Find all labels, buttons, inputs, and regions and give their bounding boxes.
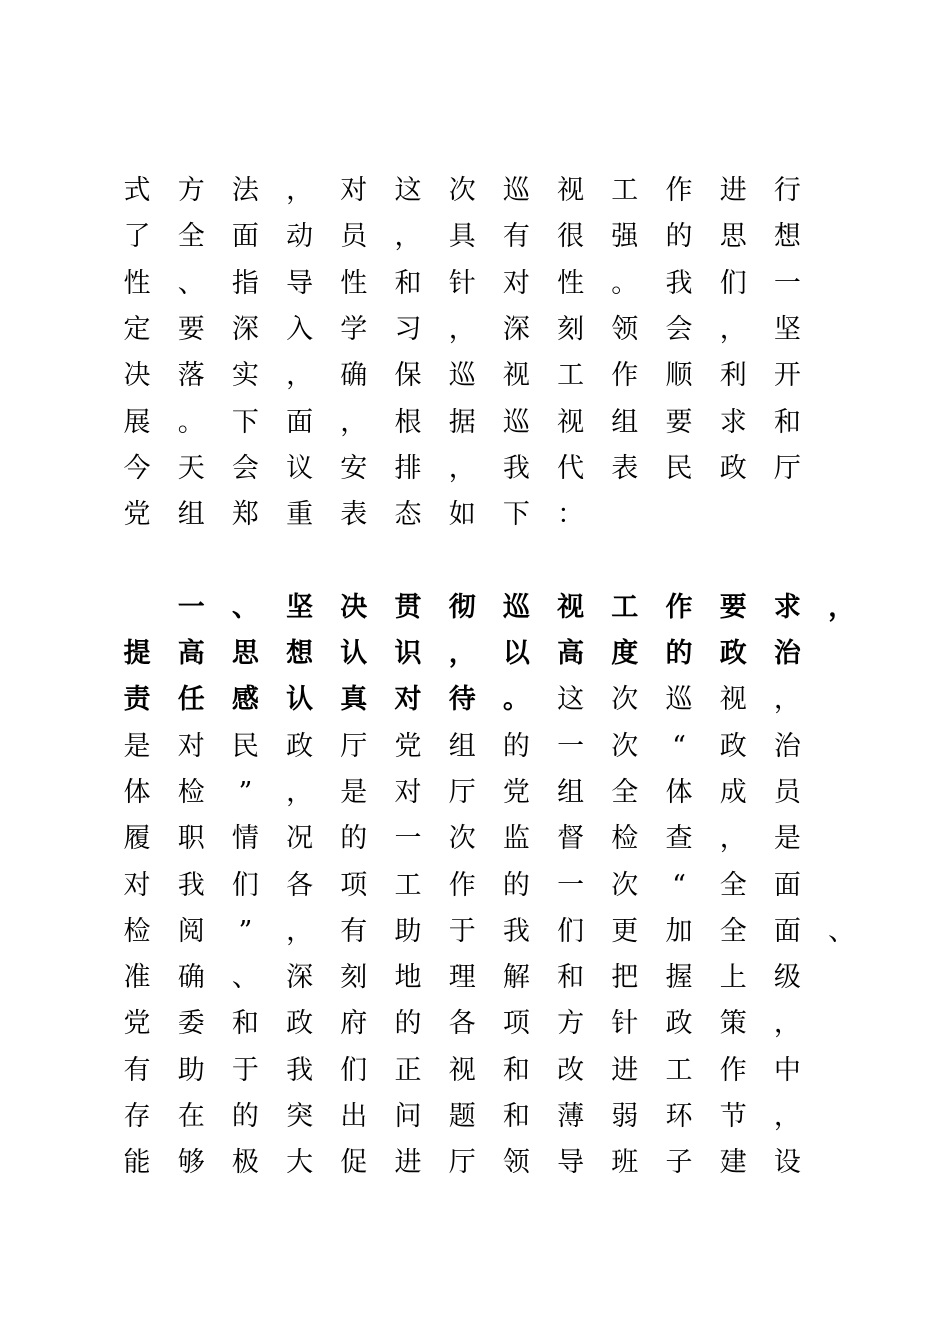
glyph: 识 bbox=[394, 638, 422, 669]
glyph: 我 bbox=[286, 1054, 314, 1086]
glyph: 厅 bbox=[448, 1147, 476, 1179]
glyph: 巡 bbox=[665, 684, 693, 716]
text-line bbox=[0, 1001, 950, 1047]
glyph: 各 bbox=[286, 869, 314, 901]
glyph: 对 bbox=[394, 776, 422, 808]
glyph: ， bbox=[340, 406, 368, 438]
glyph: 和 bbox=[231, 1008, 259, 1040]
glyph: 。 bbox=[502, 684, 530, 716]
glyph: 方 bbox=[177, 175, 205, 206]
glyph: 的 bbox=[502, 869, 530, 901]
glyph: 性 bbox=[557, 267, 585, 299]
glyph: 认 bbox=[286, 684, 314, 716]
glyph: 视 bbox=[448, 1054, 476, 1086]
glyph: 于 bbox=[448, 915, 476, 947]
glyph: 面 bbox=[773, 869, 801, 901]
glyph: 以 bbox=[502, 638, 530, 669]
glyph: 们 bbox=[231, 869, 259, 901]
glyph: 的 bbox=[502, 730, 530, 762]
glyph: 指 bbox=[231, 267, 259, 299]
text-line bbox=[0, 909, 950, 955]
glyph: 作 bbox=[665, 175, 693, 206]
glyph: 全 bbox=[177, 221, 205, 253]
glyph: 民 bbox=[665, 452, 693, 484]
text-line bbox=[0, 863, 950, 909]
glyph: 党 bbox=[394, 730, 422, 762]
glyph: 安 bbox=[340, 452, 368, 484]
glyph: 治 bbox=[773, 730, 801, 762]
glyph: 开 bbox=[773, 360, 801, 392]
glyph: 巡 bbox=[502, 591, 530, 623]
glyph: 要 bbox=[177, 313, 205, 345]
glyph: 进 bbox=[394, 1147, 422, 1179]
glyph: 和 bbox=[773, 406, 801, 438]
glyph: 思 bbox=[719, 221, 747, 253]
glyph: 今 bbox=[123, 452, 151, 484]
glyph: 民 bbox=[231, 730, 259, 762]
glyph: 出 bbox=[340, 1101, 368, 1132]
glyph: 这 bbox=[557, 684, 585, 716]
glyph: 准 bbox=[123, 962, 151, 994]
glyph: 项 bbox=[340, 869, 368, 901]
glyph: 次 bbox=[448, 175, 476, 206]
text-line bbox=[0, 631, 950, 677]
glyph: 厅 bbox=[448, 776, 476, 808]
glyph: 顺 bbox=[665, 360, 693, 392]
glyph: 薄 bbox=[557, 1101, 585, 1132]
glyph: 助 bbox=[394, 915, 422, 947]
glyph: 决 bbox=[340, 591, 368, 623]
glyph: 委 bbox=[177, 1008, 205, 1040]
glyph: 、 bbox=[231, 591, 259, 623]
glyph: 项 bbox=[502, 1008, 530, 1040]
glyph: 有 bbox=[502, 221, 530, 253]
glyph: 定 bbox=[123, 313, 151, 345]
glyph: ： bbox=[557, 499, 585, 531]
glyph: 我 bbox=[502, 915, 530, 947]
glyph: 对 bbox=[177, 730, 205, 762]
glyph: 作 bbox=[719, 1054, 747, 1086]
glyph: 理 bbox=[448, 962, 476, 994]
glyph: 一 bbox=[557, 730, 585, 762]
glyph: 认 bbox=[340, 638, 368, 669]
glyph: 政 bbox=[719, 638, 747, 669]
glyph: 党 bbox=[123, 499, 151, 531]
glyph: 视 bbox=[502, 360, 530, 392]
glyph: 级 bbox=[773, 962, 801, 994]
glyph: 次 bbox=[611, 869, 639, 901]
glyph: 求 bbox=[773, 591, 801, 623]
glyph: 是 bbox=[773, 823, 801, 855]
glyph: 具 bbox=[448, 221, 476, 253]
glyph: 高 bbox=[177, 638, 205, 669]
glyph: 们 bbox=[557, 915, 585, 947]
glyph: 巡 bbox=[502, 406, 530, 438]
glyph: 成 bbox=[719, 776, 747, 808]
glyph: 入 bbox=[286, 313, 314, 345]
glyph: 助 bbox=[177, 1054, 205, 1086]
glyph: 检 bbox=[611, 823, 639, 855]
glyph: 的 bbox=[231, 1101, 259, 1132]
glyph: ， bbox=[719, 823, 747, 855]
glyph: 排 bbox=[394, 452, 422, 484]
glyph: 针 bbox=[611, 1008, 639, 1040]
glyph: ， bbox=[286, 360, 314, 392]
glyph: 落 bbox=[177, 360, 205, 392]
glyph: 这 bbox=[394, 175, 422, 206]
text-line bbox=[0, 955, 950, 1001]
glyph: 下 bbox=[502, 499, 530, 531]
glyph: 重 bbox=[286, 499, 314, 531]
glyph: ， bbox=[773, 1008, 801, 1040]
glyph: 弱 bbox=[611, 1101, 639, 1132]
glyph: 更 bbox=[611, 915, 639, 947]
glyph: 一 bbox=[394, 823, 422, 855]
glyph: 对 bbox=[502, 267, 530, 299]
glyph: 想 bbox=[286, 638, 314, 669]
text-line bbox=[0, 307, 950, 353]
glyph: 员 bbox=[340, 221, 368, 253]
glyph: 全 bbox=[611, 776, 639, 808]
glyph: 巡 bbox=[502, 175, 530, 206]
glyph: 环 bbox=[665, 1101, 693, 1132]
glyph: 和 bbox=[557, 962, 585, 994]
glyph: 政 bbox=[665, 1008, 693, 1040]
glyph: ” bbox=[238, 915, 253, 947]
glyph: 检 bbox=[123, 915, 151, 947]
text-line bbox=[0, 724, 950, 770]
glyph: 我 bbox=[665, 267, 693, 299]
glyph: 加 bbox=[665, 915, 693, 947]
text-line bbox=[0, 492, 950, 538]
glyph: “ bbox=[672, 730, 686, 762]
glyph: 有 bbox=[340, 915, 368, 947]
glyph: “ bbox=[672, 869, 686, 901]
glyph: 天 bbox=[177, 452, 205, 484]
glyph: 和 bbox=[394, 267, 422, 299]
glyph: 中 bbox=[773, 1054, 801, 1086]
glyph: 根 bbox=[394, 406, 422, 438]
glyph: 式 bbox=[123, 175, 151, 206]
glyph: 决 bbox=[123, 360, 151, 392]
glyph: 子 bbox=[665, 1147, 693, 1179]
glyph: 深 bbox=[286, 962, 314, 994]
text-line bbox=[0, 1140, 950, 1186]
glyph: 次 bbox=[448, 823, 476, 855]
glyph: 情 bbox=[231, 823, 259, 855]
glyph: 和 bbox=[502, 1054, 530, 1086]
glyph: 了 bbox=[123, 221, 151, 253]
glyph: 坚 bbox=[773, 313, 801, 345]
glyph: 体 bbox=[123, 776, 151, 808]
glyph: 组 bbox=[448, 730, 476, 762]
glyph: 党 bbox=[123, 1008, 151, 1040]
glyph: 政 bbox=[286, 1008, 314, 1040]
glyph: 全 bbox=[719, 915, 747, 947]
glyph: 有 bbox=[123, 1054, 151, 1086]
glyph: 要 bbox=[665, 406, 693, 438]
glyph: 厅 bbox=[773, 452, 801, 484]
glyph: 节 bbox=[719, 1101, 747, 1132]
glyph: 巡 bbox=[448, 360, 476, 392]
glyph: 视 bbox=[557, 591, 585, 623]
glyph: 代 bbox=[557, 452, 585, 484]
glyph: 。 bbox=[177, 406, 205, 438]
glyph: 组 bbox=[557, 776, 585, 808]
glyph: 组 bbox=[611, 406, 639, 438]
glyph: 政 bbox=[286, 730, 314, 762]
glyph: 面 bbox=[286, 406, 314, 438]
glyph: ， bbox=[719, 313, 747, 345]
glyph: 工 bbox=[557, 360, 585, 392]
glyph: 的 bbox=[665, 638, 693, 669]
glyph: ， bbox=[773, 1101, 801, 1132]
glyph: 们 bbox=[719, 267, 747, 299]
glyph: 想 bbox=[773, 221, 801, 253]
glyph: 面 bbox=[231, 221, 259, 253]
glyph: 。 bbox=[611, 267, 639, 299]
glyph: 治 bbox=[773, 638, 801, 669]
glyph: 提 bbox=[123, 638, 151, 669]
glyph: 况 bbox=[286, 823, 314, 855]
glyph: 求 bbox=[719, 406, 747, 438]
glyph: 要 bbox=[719, 591, 747, 623]
glyph: 正 bbox=[394, 1054, 422, 1086]
glyph: 领 bbox=[611, 313, 639, 345]
glyph: 性 bbox=[123, 267, 151, 299]
glyph: 设 bbox=[773, 1147, 801, 1179]
glyph: 和 bbox=[502, 1101, 530, 1132]
glyph: 动 bbox=[286, 221, 314, 253]
glyph: 工 bbox=[394, 869, 422, 901]
text-line bbox=[0, 446, 950, 492]
glyph: 真 bbox=[340, 684, 368, 716]
glyph: 策 bbox=[719, 1008, 747, 1040]
text-line bbox=[0, 1048, 950, 1094]
text-line bbox=[0, 168, 950, 214]
glyph: 存 bbox=[123, 1101, 151, 1132]
glyph: 高 bbox=[557, 638, 585, 669]
glyph: ” bbox=[238, 776, 253, 808]
glyph: 体 bbox=[665, 776, 693, 808]
glyph: 针 bbox=[448, 267, 476, 299]
glyph: 次 bbox=[611, 730, 639, 762]
glyph: 厅 bbox=[340, 730, 368, 762]
glyph: ， bbox=[394, 221, 422, 253]
glyph: 履 bbox=[123, 823, 151, 855]
glyph: 很 bbox=[557, 221, 585, 253]
glyph: 阅 bbox=[177, 915, 205, 947]
glyph: 一 bbox=[557, 869, 585, 901]
glyph: 突 bbox=[286, 1101, 314, 1132]
glyph: 地 bbox=[394, 962, 422, 994]
glyph: 视 bbox=[557, 175, 585, 206]
glyph: 府 bbox=[340, 1008, 368, 1040]
glyph: 班 bbox=[611, 1147, 639, 1179]
glyph: 进 bbox=[719, 175, 747, 206]
glyph: ， bbox=[286, 915, 314, 947]
glyph: 把 bbox=[611, 962, 639, 994]
glyph: 检 bbox=[177, 776, 205, 808]
glyph: 的 bbox=[394, 1008, 422, 1040]
glyph: 贯 bbox=[394, 591, 422, 623]
glyph: 各 bbox=[448, 1008, 476, 1040]
glyph: 面 bbox=[773, 915, 801, 947]
glyph: 组 bbox=[177, 499, 205, 531]
text-line bbox=[0, 585, 950, 631]
glyph: 大 bbox=[286, 1147, 314, 1179]
glyph: 全 bbox=[719, 869, 747, 901]
text-line bbox=[0, 261, 950, 307]
glyph: 下 bbox=[231, 406, 259, 438]
glyph: 坚 bbox=[286, 591, 314, 623]
glyph: 能 bbox=[123, 1147, 151, 1179]
glyph: 作 bbox=[448, 869, 476, 901]
glyph: 够 bbox=[177, 1147, 205, 1179]
glyph: 强 bbox=[611, 221, 639, 253]
glyph: 促 bbox=[340, 1147, 368, 1179]
glyph: 作 bbox=[611, 360, 639, 392]
glyph: 刻 bbox=[340, 962, 368, 994]
glyph: 员 bbox=[773, 776, 801, 808]
glyph: 工 bbox=[665, 1054, 693, 1086]
glyph: 解 bbox=[502, 962, 530, 994]
glyph: 职 bbox=[177, 823, 205, 855]
glyph: 极 bbox=[231, 1147, 259, 1179]
glyph: 、 bbox=[177, 267, 205, 299]
glyph: ， bbox=[448, 638, 476, 669]
glyph: 导 bbox=[286, 267, 314, 299]
glyph: 导 bbox=[557, 1147, 585, 1179]
glyph: 习 bbox=[394, 313, 422, 345]
glyph: 如 bbox=[448, 499, 476, 531]
glyph: 展 bbox=[123, 406, 151, 438]
glyph: 领 bbox=[502, 1147, 530, 1179]
glyph: 视 bbox=[719, 684, 747, 716]
glyph: 工 bbox=[611, 591, 639, 623]
glyph: 郑 bbox=[231, 499, 259, 531]
text-line bbox=[0, 1094, 950, 1140]
glyph: 对 bbox=[123, 869, 151, 901]
text-line bbox=[0, 214, 950, 260]
glyph: 会 bbox=[231, 452, 259, 484]
glyph: 法 bbox=[231, 175, 259, 206]
glyph: 任 bbox=[177, 684, 205, 716]
glyph: 表 bbox=[340, 499, 368, 531]
text-line bbox=[0, 400, 950, 446]
glyph: ， bbox=[286, 776, 314, 808]
glyph: 确 bbox=[340, 360, 368, 392]
glyph: 深 bbox=[502, 313, 530, 345]
glyph: 确 bbox=[177, 962, 205, 994]
glyph: 握 bbox=[665, 962, 693, 994]
glyph: 表 bbox=[611, 452, 639, 484]
glyph: 政 bbox=[719, 452, 747, 484]
glyph: ， bbox=[448, 313, 476, 345]
glyph: 是 bbox=[123, 730, 151, 762]
glyph: 查 bbox=[665, 823, 693, 855]
glyph: 深 bbox=[231, 313, 259, 345]
glyph: 工 bbox=[611, 175, 639, 206]
glyph: ， bbox=[448, 452, 476, 484]
glyph: 的 bbox=[665, 221, 693, 253]
glyph: 监 bbox=[502, 823, 530, 855]
glyph: 对 bbox=[340, 175, 368, 206]
glyph: 待 bbox=[448, 684, 476, 716]
glyph: 上 bbox=[719, 962, 747, 994]
glyph: 思 bbox=[231, 638, 259, 669]
glyph: ， bbox=[286, 175, 314, 206]
glyph: 政 bbox=[719, 730, 747, 762]
glyph: 据 bbox=[448, 406, 476, 438]
glyph: 利 bbox=[719, 360, 747, 392]
glyph: 对 bbox=[394, 684, 422, 716]
glyph: ， bbox=[773, 684, 801, 716]
glyph: 我 bbox=[502, 452, 530, 484]
glyph: 党 bbox=[502, 776, 530, 808]
text-line bbox=[0, 677, 950, 723]
glyph: 在 bbox=[177, 1101, 205, 1132]
glyph: 进 bbox=[611, 1054, 639, 1086]
glyph: 彻 bbox=[448, 591, 476, 623]
glyph: 次 bbox=[611, 684, 639, 716]
glyph: 实 bbox=[231, 360, 259, 392]
glyph: 督 bbox=[557, 823, 585, 855]
glyph: 议 bbox=[286, 452, 314, 484]
glyph: 我 bbox=[177, 869, 205, 901]
glyph: 性 bbox=[340, 267, 368, 299]
text-line bbox=[0, 353, 950, 399]
glyph: 会 bbox=[665, 313, 693, 345]
glyph: 刻 bbox=[557, 313, 585, 345]
glyph: 一 bbox=[773, 267, 801, 299]
glyph: 、 bbox=[231, 962, 259, 994]
text-line bbox=[0, 770, 950, 816]
glyph: ， bbox=[828, 591, 856, 623]
glyph: 问 bbox=[394, 1101, 422, 1132]
glyph: 是 bbox=[340, 776, 368, 808]
glyph: 的 bbox=[340, 823, 368, 855]
glyph: 感 bbox=[231, 684, 259, 716]
glyph: 行 bbox=[773, 175, 801, 206]
glyph: 度 bbox=[611, 638, 639, 669]
glyph: 视 bbox=[557, 406, 585, 438]
glyph: 作 bbox=[665, 591, 693, 623]
text-line bbox=[0, 816, 950, 862]
glyph: 保 bbox=[394, 360, 422, 392]
glyph: 建 bbox=[719, 1147, 747, 1179]
glyph: 一 bbox=[177, 591, 205, 623]
glyph: 态 bbox=[394, 499, 422, 531]
glyph: 们 bbox=[340, 1054, 368, 1086]
glyph: 于 bbox=[231, 1054, 259, 1086]
glyph: 方 bbox=[557, 1008, 585, 1040]
glyph: 、 bbox=[828, 915, 856, 947]
glyph: 题 bbox=[448, 1101, 476, 1132]
glyph: 责 bbox=[123, 684, 151, 716]
glyph: 学 bbox=[340, 313, 368, 345]
glyph: 改 bbox=[557, 1054, 585, 1086]
